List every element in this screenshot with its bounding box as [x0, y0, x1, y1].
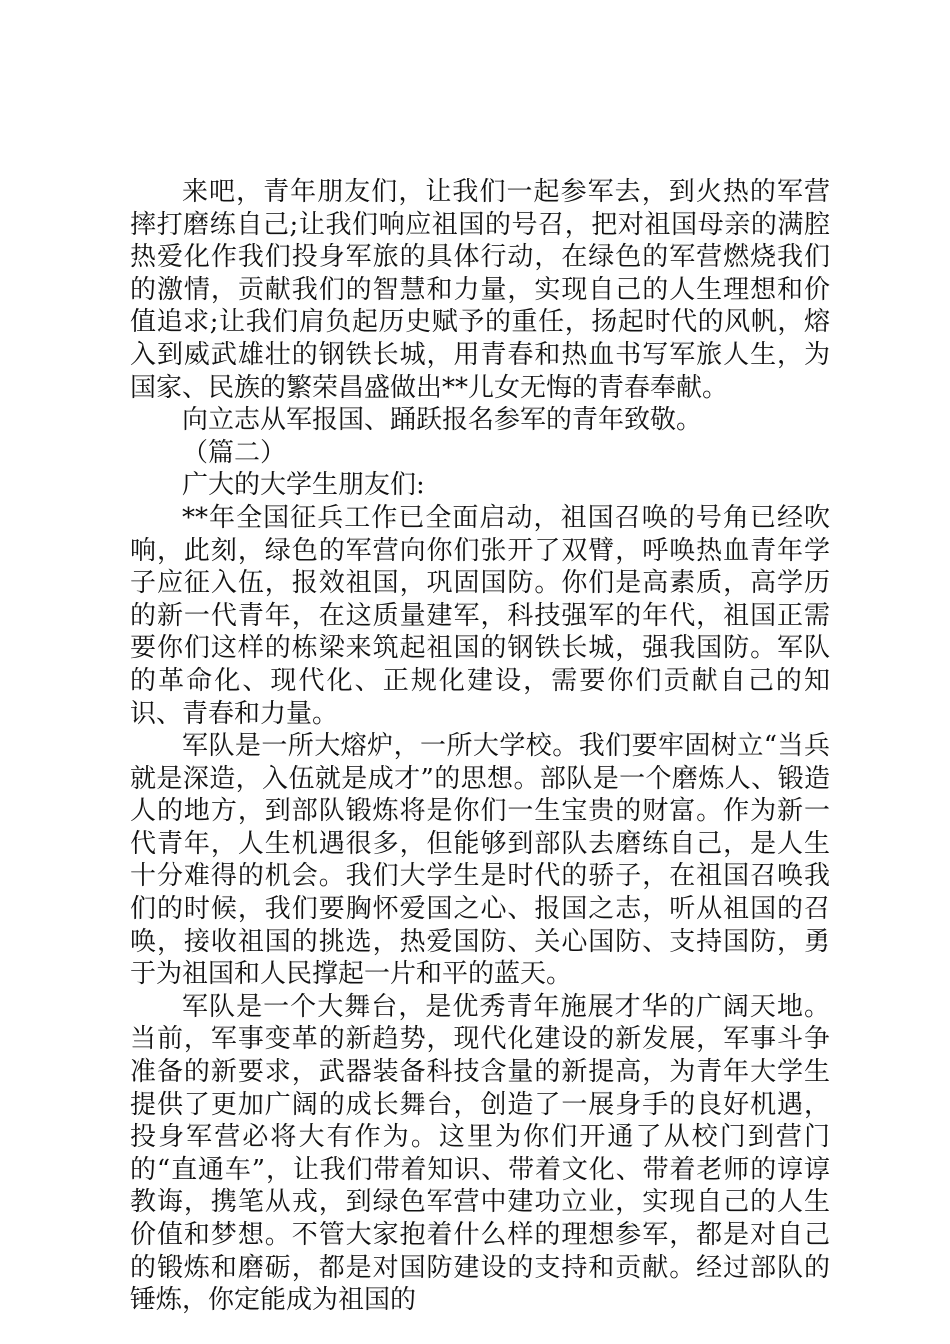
- paragraph-army-stage: 军队是一个大舞台，是优秀青年施展才华的广阔天地。当前，军事变革的新趋势，现代化建设的新发展，军事斗争准备的新要求，武器装备科技含量的新提高，为青年大学生提供了更加广阔的成长舞台，创造了一展身手的良好机遇，投身军营必将大有作为。这里为你们开通了从校门到营门的“直通车”，让我们带着知识、带着文化、带着老师的谆谆教诲，携笔从戎，到绿色军营中建功立业，实现自己的人生价值和梦想。不管大家抱着什么样的理想参军，都是对自己的锻炼和磨砺，都是对国防建设的支持和贡献。经过部队的锤炼，你定能成为祖国的: [130, 991, 830, 1316]
- document-body: [130, 176, 830, 1317]
- paragraph-army-school: 军队是一所大熔炉，一所大学校。我们要牢固树立“当兵就是深造，入伍就是成才”的思想。部队是一个磨炼人、锻造人的地方，到部队锻炼将是你们一生宝贵的财富。作为新一代青年，人生机遇很多，但能够到部队去磨练自己，是人生十分难得的机会。我们大学生是时代的骄子，在祖国召唤我们的时候，我们要胸怀爱国之心、报国之志，听从祖国的召唤，接收祖国的挑选，热爱国防、关心国防、支持国防，勇于为祖国和人民撑起一片和平的蓝天。: [130, 731, 830, 990]
- paragraph-recruitment-launch: **年全国征兵工作已全面启动，祖国召唤的号角已经吹响，此刻，绿色的军营向你们张开了双臂，呼唤热血青年学子应征入伍，报效祖国，巩固国防。你们是高素质，高学历的新一代青年，在这质量建军，科技强军的年代，祖国正需要你们这样的栋梁来筑起祖国的钢铁长城，强我国防。军队的革命化、现代化、正规化建设，需要你们贡献自己的知识、青春和力量。: [130, 502, 830, 729]
- paragraph-closing-call: 来吧，青年朋友们，让我们一起参军去，到火热的军营摔打磨练自己;让我们响应祖国的号召，把对祖国母亲的满腔热爱化作我们投身军旅的具体行动，在绿色的军营燃烧我们的激情，贡献我们的智慧和力量，实现自己的人生理想和价值追求;让我们肩负起历史赋予的重任，扬起时代的风帆，熔入到威武雄壮的钢铁长城，用青春和热血书写军旅人生，为国家、民族的繁荣昌盛做出**儿女无悔的青春奉献。: [130, 177, 830, 403]
- salutation: 广大的大学生朋友们:: [182, 470, 425, 501]
- paragraph-salute: 向立志从军报国、踊跃报名参军的青年致敬。: [182, 405, 703, 436]
- section-heading-part-two: （篇二）: [182, 437, 287, 468]
